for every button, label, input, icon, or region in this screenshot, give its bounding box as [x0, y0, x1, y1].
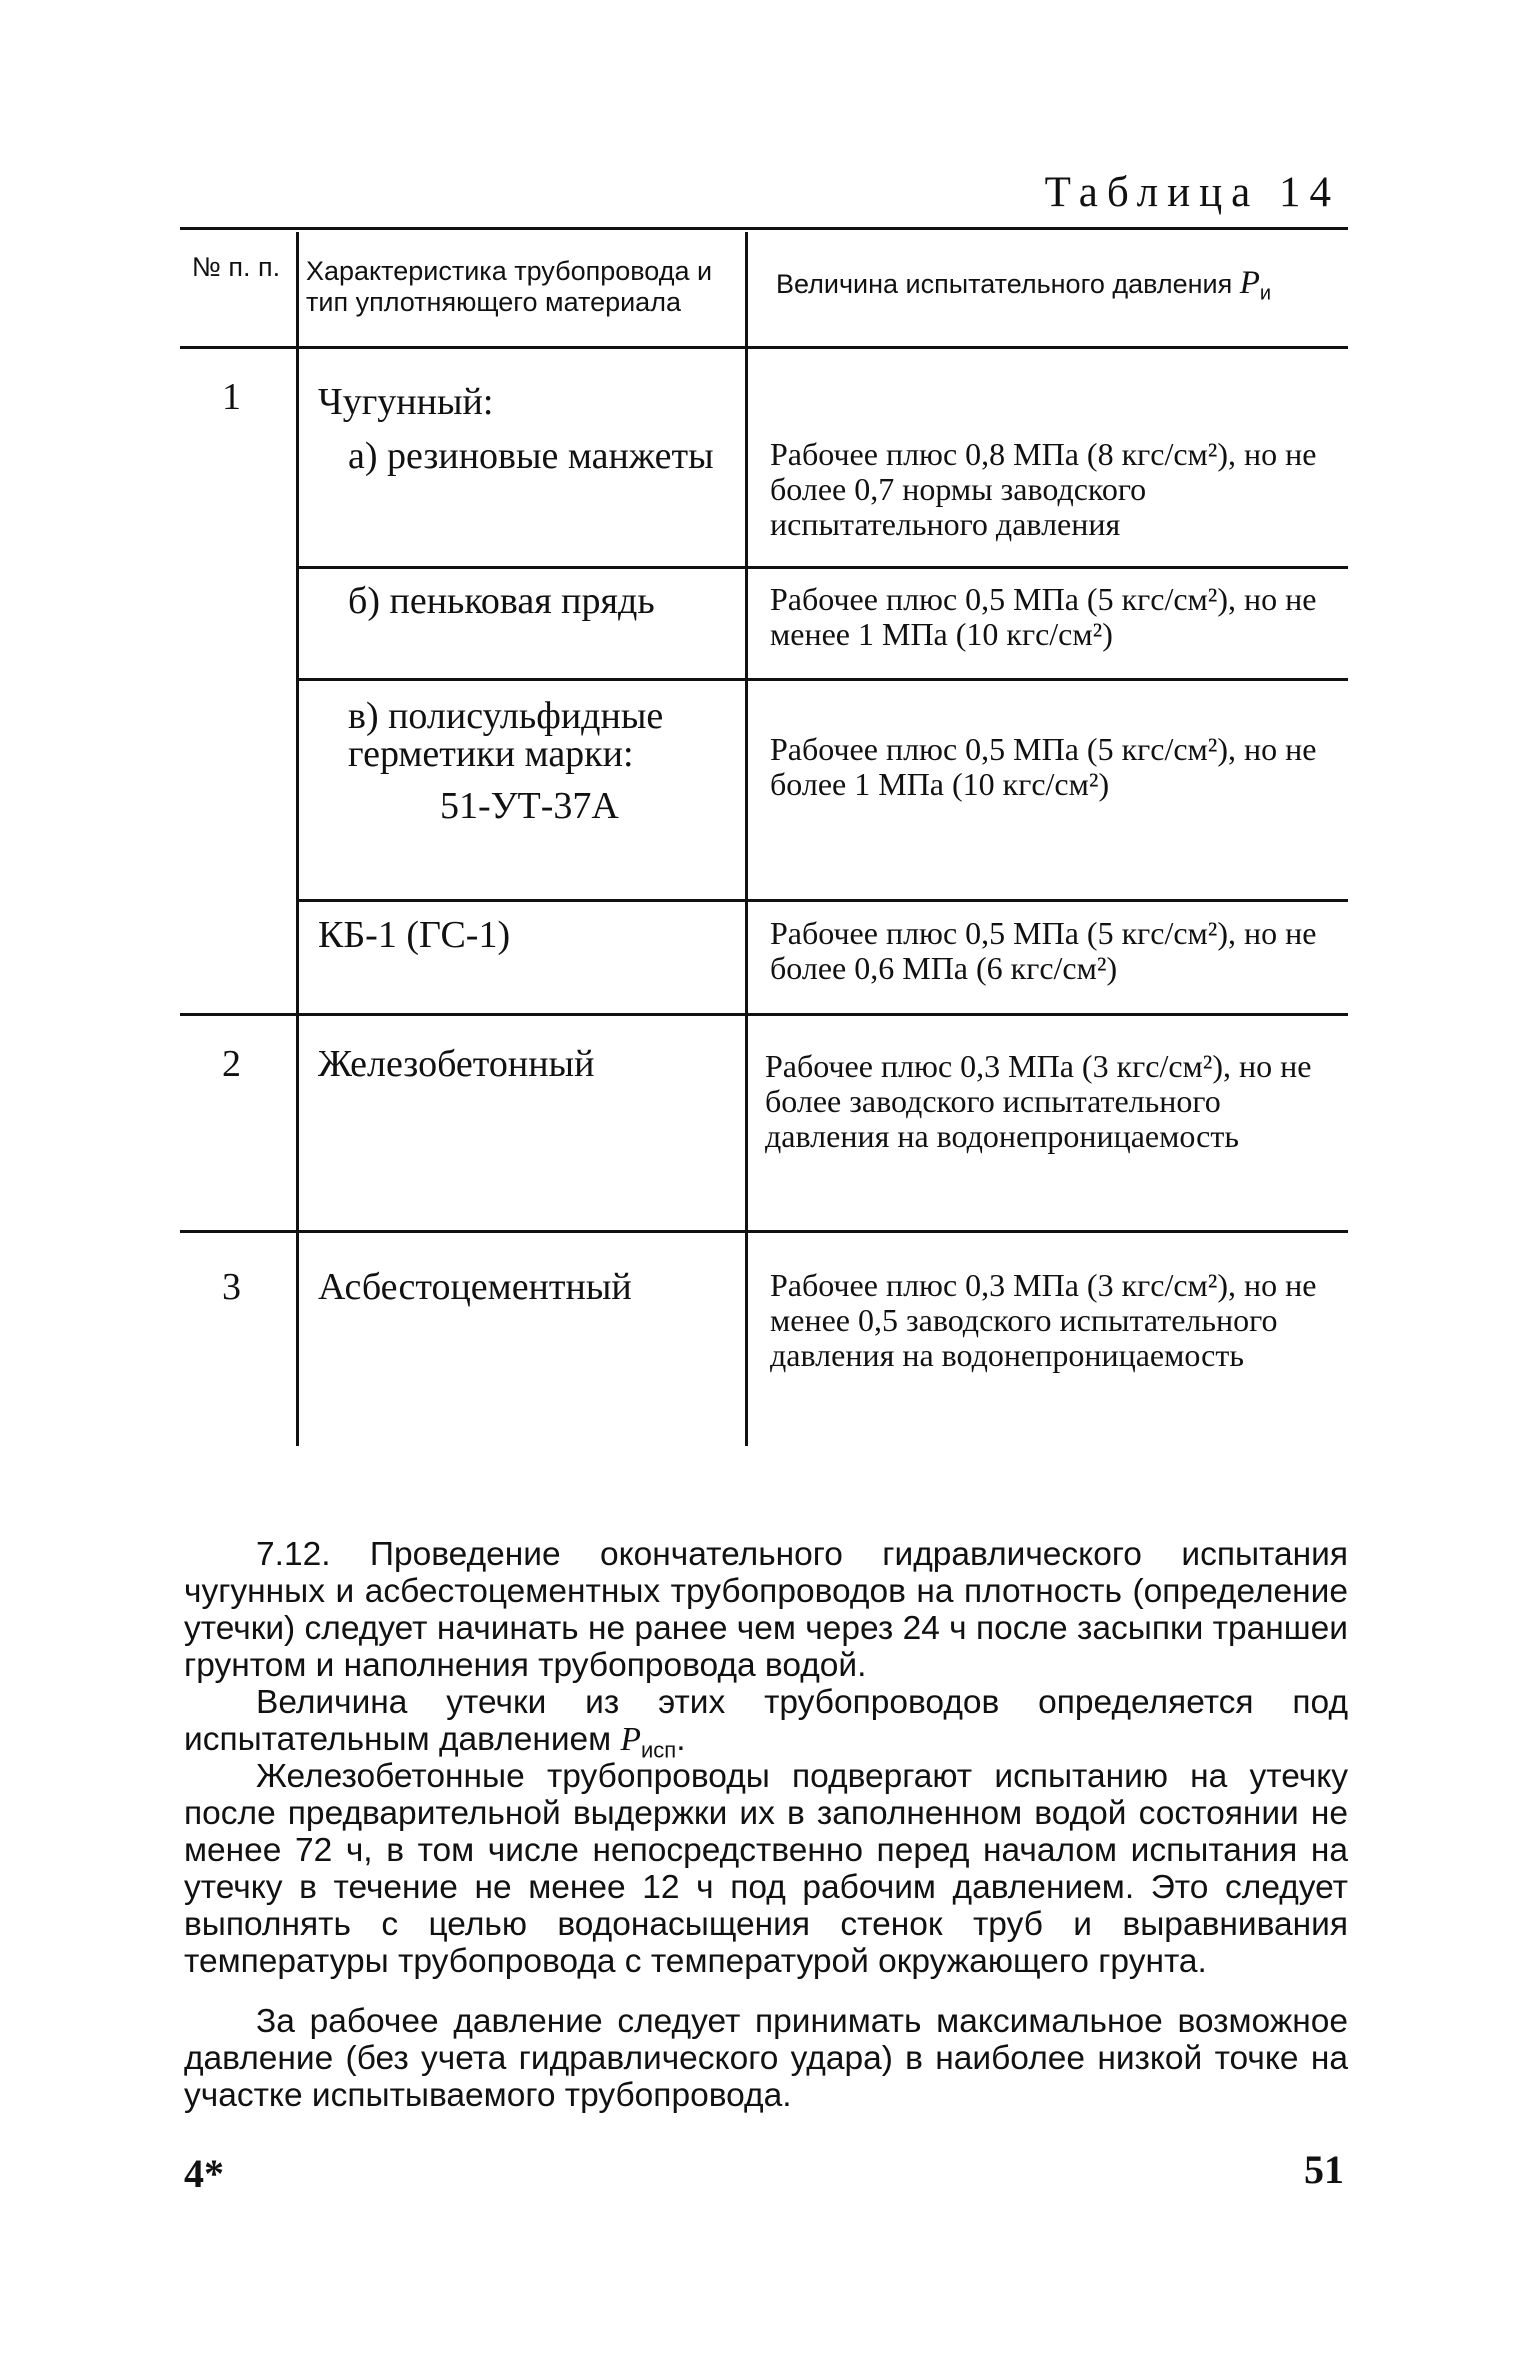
signature-mark: 4* — [184, 2151, 224, 2196]
header-pressure-label: Величина испытательного давления — [776, 269, 1233, 299]
row1c-value: Рабочее плюс 0,5 МПа (5 кгс/см²), но не более 1 МПа (10 кгс/см²) — [770, 731, 1317, 802]
header-num: № п. п. — [191, 252, 281, 282]
row1c-label: в) полисульфидные герметики марки: — [348, 695, 664, 775]
header-bottom-rule — [180, 346, 1348, 349]
row2-num: 2 — [222, 1043, 241, 1085]
rule-after-c — [299, 899, 1348, 902]
row1a-label: а) резиновые манжеты — [348, 435, 714, 477]
col-divider-2 — [745, 232, 748, 1446]
paragraph-concrete-pipes: Железобетонные трубопроводы подвергают испытанию на утечку после предварительной выдержки их в заполненном водой состоянии не менее 72 ч, в том числе непосредственно перед началом испытания на утечку в течение не менее 12 ч под рабочим давлением. Это следует выполнять с целью водонасыщения стенок труб и выравнивания температуры трубопровода с температурой окружающего грунта. — [184, 1758, 1348, 1980]
row1d-label: КБ-1 (ГС-1) — [318, 914, 511, 956]
rule-after-row2 — [180, 1230, 1348, 1233]
header-pressure-subscript: и — [1259, 282, 1272, 305]
paragraph-7-12: 7.12. Проведение окончательного гидравлического испытания чугунных и асбестоцементных трубопроводов на плотность (определение утечки) следует начинать не ранее чем через 24 ч после засыпки траншеи грунтом и наполнения трубопровода водой. — [184, 1536, 1348, 1684]
row1b-value: Рабочее плюс 0,5 МПа (5 кгс/см²), но не менее 1 МПа (10 кгс/см²) — [770, 581, 1317, 652]
row1-material: Чугунный: — [318, 381, 494, 423]
page-number: 51 — [1304, 2147, 1344, 2192]
row1a-value: Рабочее плюс 0,8 МПа (8 кгс/см²), но не более 0,7 нормы заводского испытательного давления — [770, 436, 1317, 542]
paragraph-leak-pressure-end: . — [676, 1721, 686, 1758]
paragraph-leak-pressure-text: Величина утечки из этих трубопроводов определяется под испытательным давлением — [184, 1684, 1348, 1758]
paragraph-leak-pressure — [184, 1684, 1348, 1769]
row2-value: Рабочее плюс 0,3 МПа (3 кгс/см²), но не более заводского испытательного давления на водонепроницаемость — [765, 1048, 1312, 1154]
test-pressure-subscript: исп — [641, 1737, 677, 1763]
row3-num: 3 — [222, 1266, 241, 1308]
header-pressure-symbol: P — [1239, 265, 1260, 301]
row3-value: Рабочее плюс 0,3 МПа (3 кгс/см²), но не менее 0,5 заводского испытательного давления на водонепроницаемость — [770, 1267, 1317, 1373]
row1c-grade: 51-УТ-37А — [440, 785, 619, 827]
paragraph-working-pressure: За рабочее давление следует принимать максимальное возможное давление (без учета гидравлического удара) в наиболее низкой точке на участке испытываемого трубопровода. — [184, 2003, 1348, 2114]
row1b-label: б) пеньковая прядь — [348, 580, 655, 622]
test-pressure-symbol: P — [620, 1721, 641, 1758]
col-divider-1 — [296, 232, 299, 1446]
row2-material: Железобетонный — [318, 1043, 595, 1085]
rule-after-a — [299, 566, 1348, 569]
header-characteristic: Характеристика трубопровода и тип уплотняющего материала — [306, 256, 713, 317]
row1-num: 1 — [222, 376, 241, 418]
row1d-value: Рабочее плюс 0,5 МПа (5 кгс/см²), но не более 0,6 МПа (6 кгс/см²) — [770, 915, 1317, 986]
rule-after-b — [299, 678, 1348, 681]
table-top-rule — [180, 227, 1348, 230]
rule-after-row1 — [180, 1013, 1348, 1016]
row3-material: Асбестоцементный — [318, 1266, 632, 1308]
table-title: Таблица 14 — [1044, 169, 1340, 216]
header-pressure — [776, 265, 1272, 309]
